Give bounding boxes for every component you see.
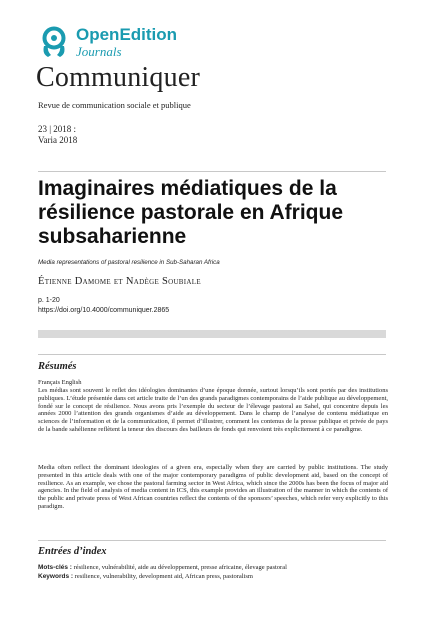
keywords-french-values[interactable]: résilience, vulnérabilité, aide au développement, presse africaine, élevage pastoral [73,564,287,571]
section-heading-resumes: Résumés [38,361,77,372]
article-title-line: résilience pastorale en Afrique [38,201,344,224]
issue-number: 23 | 2018 : [38,124,77,134]
divider [38,171,386,172]
keywords-french-label: Mots-clés : [38,564,72,571]
keywords-english-values[interactable]: resilience, vulnerability, development aid, African press, pastoralism [74,573,253,580]
logo-name: OpenEdition [76,25,178,44]
article-authors: Étienne Damome et Nadège Soubiale [38,276,201,287]
logo-subtitle: Journals [76,44,122,59]
keywords-french [38,564,287,571]
article-subtitle: Media representations of pastoral resilience in Sub-Saharan Africa [38,259,220,266]
divider [38,354,386,355]
journal-title: Communiquer [36,62,200,93]
journal-subtitle: Revue de communication sociale et publique [38,100,191,110]
openedition-logo-icon [38,26,70,58]
issue-varia: Varia 2018 [38,135,78,145]
section-heading-index: Entrées d’index [38,546,107,557]
keywords-english [38,573,253,580]
abstract-french: Les médias sont souvent le reflet des idéologies dominantes d’une époque donnée, surtout lorsqu’ils sont portés par des institutions publiques. L’étude présentée dans cet article traite de l’un des grands paradigmes contemporains de l’aide publique au développement, fondé sur le concept de résilience. Nous avons pris l’exemple du secteur de l’élevage pastoral au Sahel, qui concentre depuis les années 2000 l’attention des grands organismes d’aide au développement. Dans le champ de l’analyse de contenu médiatique en sciences de l’information et de la communication, il permet d’illustrer, comment les contenus de la presse publique et privée de pays de la bande sahélienne reflètent la teneur des discours des bailleurs de fonds qui renvoient très explicitement à ce paradigme. [38,387,388,433]
language-links[interactable]: Français English [38,379,82,386]
article-title-line: Imaginaires médiatiques de la [38,177,337,200]
abstract-english: Media often reflect the dominant ideologies of a given era, especially when they are carried by public institutions. The study presented in this article deals with one of the major contemporary paradigms of public development aid, based on the concept of resilience. As an example, we chose the pastoral farming sector in West Africa, which since the 2000s has been the focus of major aid agencies. In the field of analysis of media content in ICS, this example provides an illustration of the manner in which the contents of the public and private press of West African countries reflect the contents of the sponsors’ speeches, which refer very explicitly to this paradigm. [38,464,388,510]
divider [38,540,386,541]
issue-info [38,124,77,146]
separator-bar [38,330,386,338]
page-range: p. 1-20 [38,297,60,304]
article-title-line: subsaharienne [38,225,187,248]
doi-link[interactable]: https://doi.org/10.4000/communiquer.2865 [38,307,170,314]
openedition-logo[interactable] [38,24,178,64]
article-title [38,177,388,249]
keywords-english-label: Keywords : [38,573,74,580]
